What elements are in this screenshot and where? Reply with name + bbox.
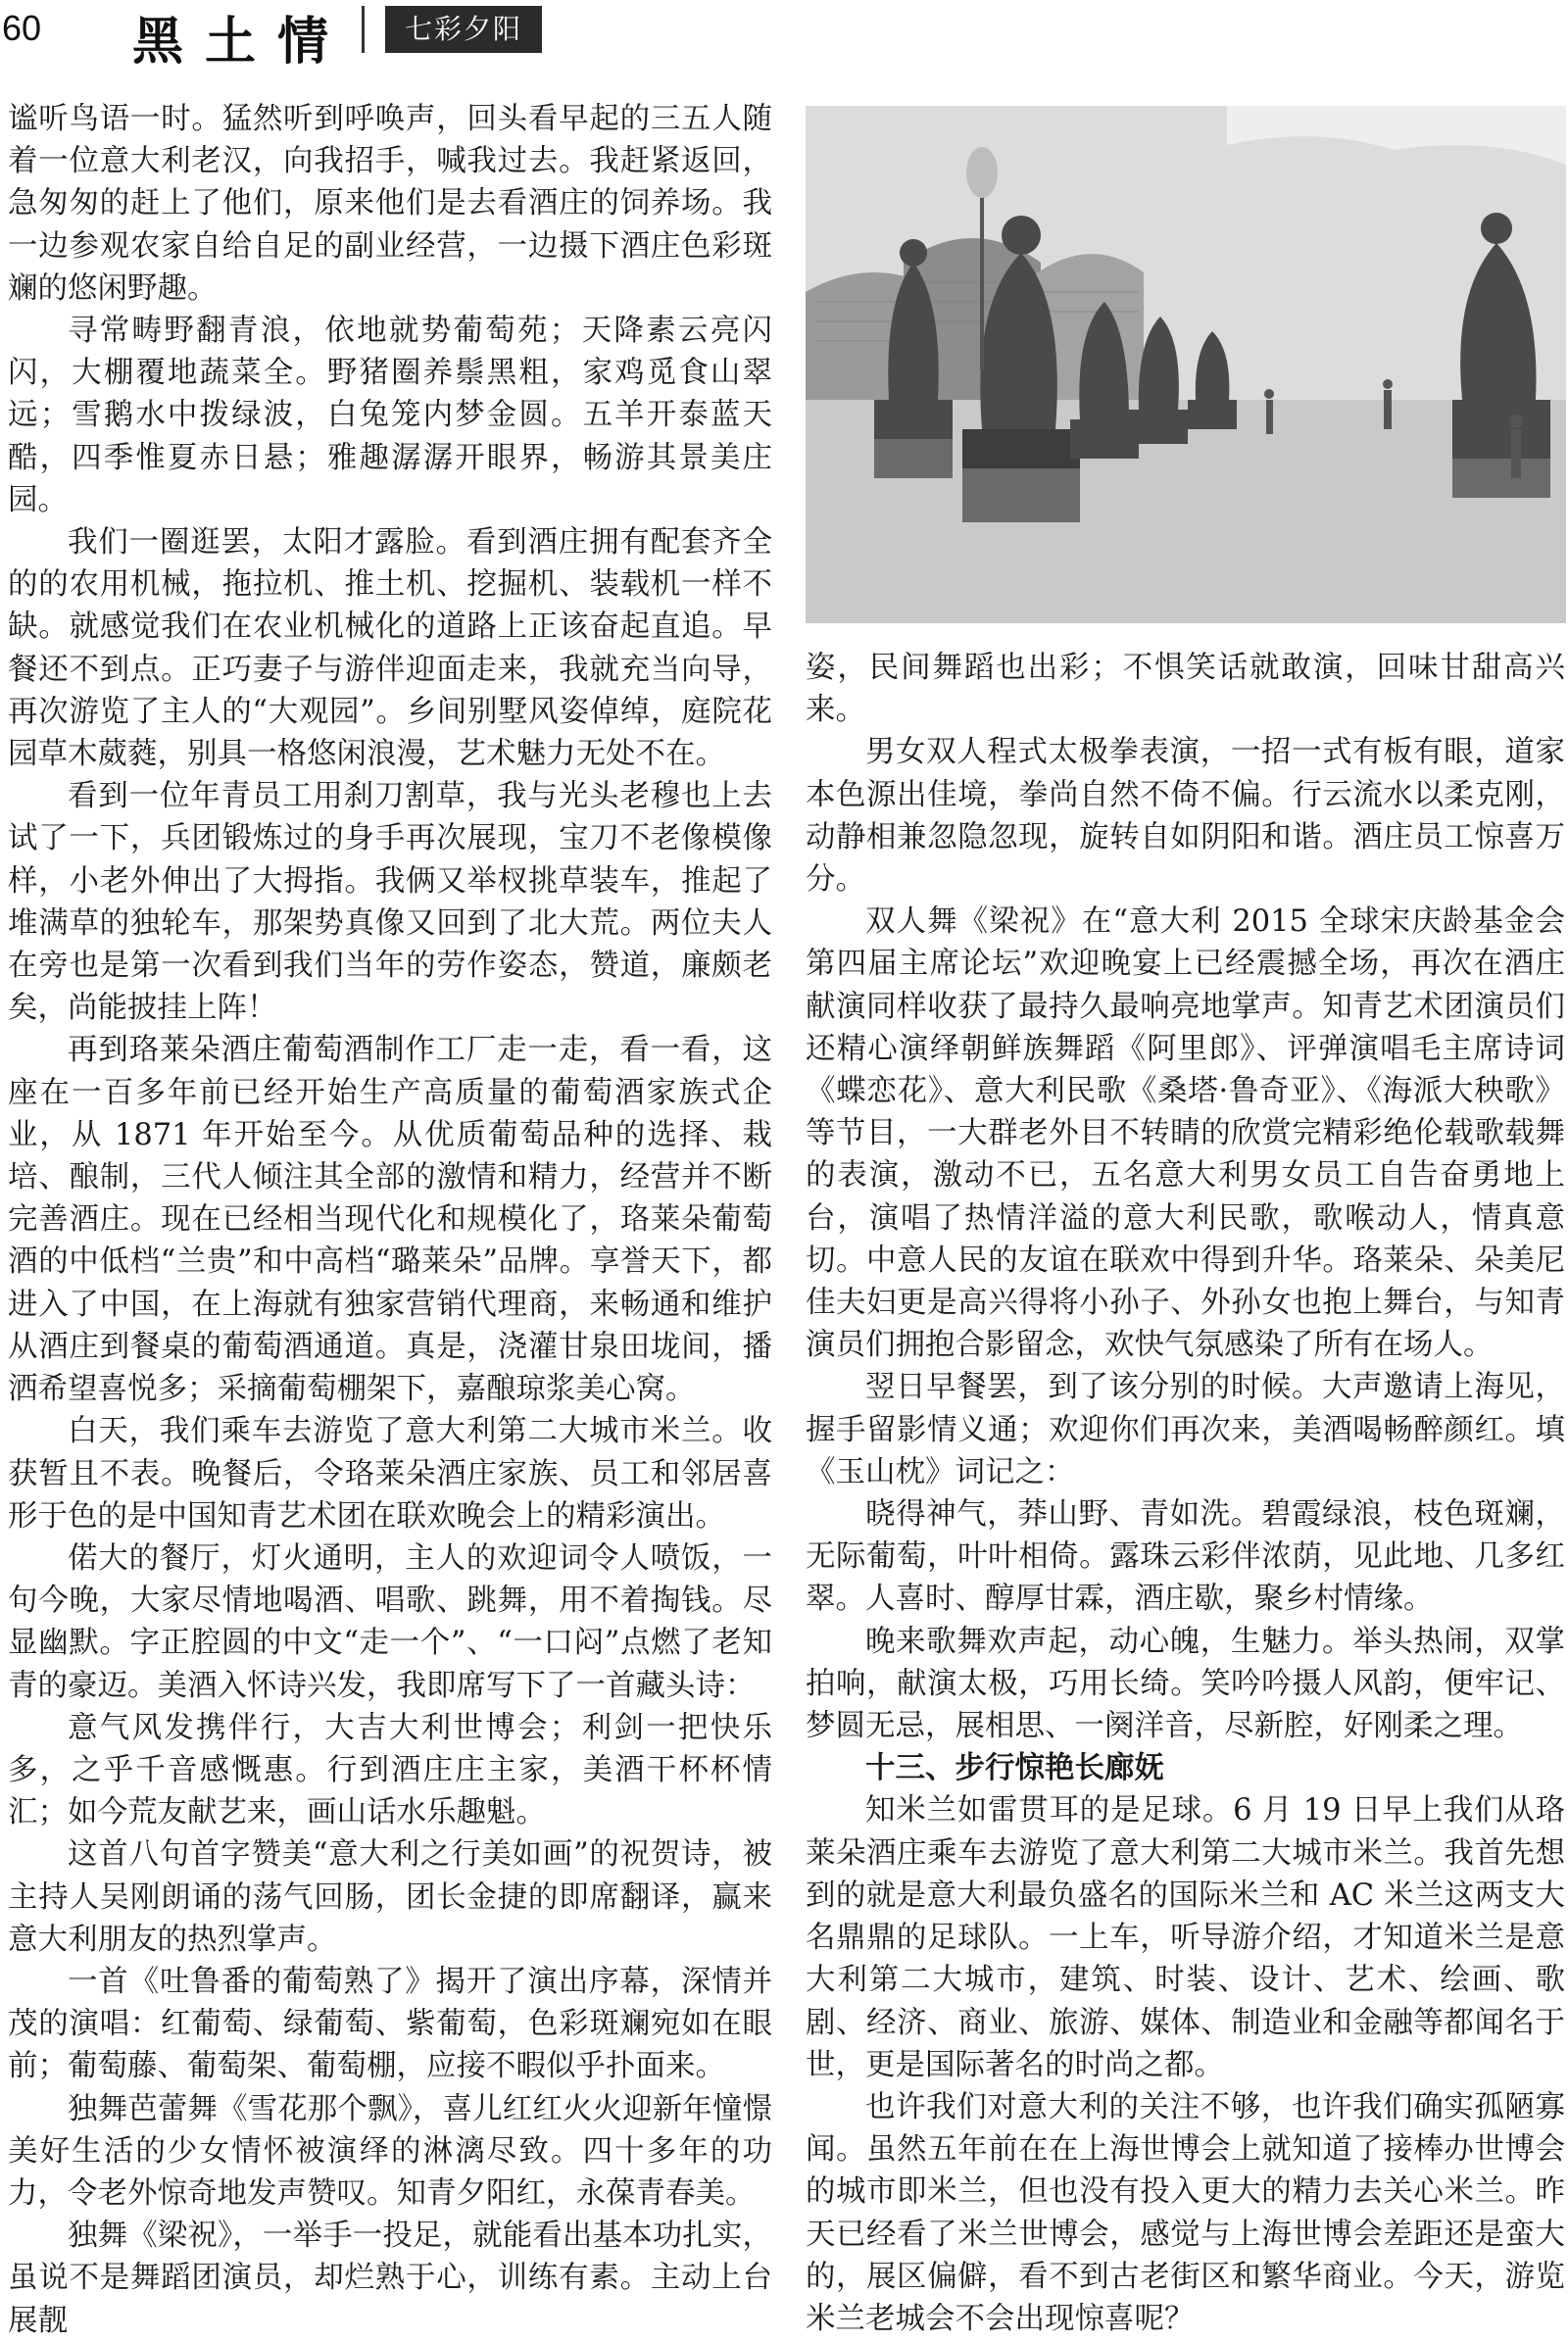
article-paragraph: 偌大的餐厅，灯火通明，主人的欢迎词令人喷饭，一句今晚，大家尽情地喝酒、唱歌、跳舞，用不着掏钱。尽显幽默。字正腔圆的中文“走一个”、“一口闷”点燃了老知青的豪迈。美酒入怀诗兴发，我即席写下了一首藏头诗： (8, 1540, 772, 1703)
section-tag: 七彩夕阳 (385, 6, 542, 53)
warrior-statues-photo (806, 106, 1566, 623)
left-column (8, 98, 772, 2342)
article-paragraph: 一首《吐鲁番的葡萄熟了》揭开了演出序幕，深情并茂的演唱：红葡萄、绿葡萄、紫葡萄，色彩斑斓宛如在眼前；葡萄藤、葡萄架、葡萄棚，应接不暇似乎扑面来。 (8, 1964, 772, 2084)
article-paragraph: 也许我们对意大利的关注不够，也许我们确实孤陋寡闻。虽然五年前在在上海世博会上就知道了接棒办世博会的城市即米兰，但也没有投入更大的精力去关心米兰。昨天已经看了米兰世博会，感觉与上海世博会差距还是蛮大的，展区偏僻，看不到古老街区和繁华商业。今天，游览米兰老城会不会出现惊喜呢？ (806, 2089, 1565, 2336)
article-paragraph: 翌日早餐罢，到了该分别的时候。大声邀请上海见，握手留影情义通；欢迎你们再次来，美酒喝畅醉颜红。填《玉山枕》词记之： (806, 1370, 1565, 1489)
article-paragraph: 姿，民间舞蹈也出彩；不惧笑话就敢演，回味甘甜高兴来。 (806, 651, 1565, 728)
article-paragraph: 晚来歌舞欢声起，动心魄，生魅力。举头热闹，双掌拍响，献演太极，巧用长绮。笑吟吟摄人风韵，便牢记、梦圆无忌，展相思、一阕洋音，尽新腔，好刚柔之理。 (806, 1624, 1565, 1744)
page-number: 60 (2, 8, 42, 48)
article-paragraph: 独舞芭蕾舞《雪花那个飘》，喜儿红红火火迎新年憧憬美好生活的少女情怀被演绎的淋漓尽致。四十多年的功力，令老外惊奇地发声赞叹。知青夕阳红，永葆青春美。 (8, 2091, 772, 2211)
sculpture-photo-icon (806, 106, 1566, 623)
article-paragraph: 看到一位年青员工用刹刀割草，我与光头老穆也上去试了一下，兵团锻炼过的身手再次展现，宝刀不老像模像样，小老外伸出了大拇指。我俩又举杈挑草装车，推起了堆满草的独轮车，那架势真像又回到了北大荒。两位夫人在旁也是第一次看到我们当年的劳作姿态，赞道，廉颇老矣，尚能披挂上阵！ (8, 779, 772, 1026)
section-heading: 十三、步行惊艳长廊妩 (865, 1750, 1164, 1786)
magazine-title: 黑土情 (132, 12, 351, 72)
article-paragraph: 我们一圈逛罢，太阳才露脸。看到酒庄拥有配套齐全的的农用机械，拖拉机、推土机、挖掘机、装载机一样不缺。就感觉我们在农业机械化的道路上正该奋起直追。早餐还不到点。正巧妻子与游伴迎面走来，我就充当向导，再次游览了主人的“大观园”。乡间别墅风姿倬绰，庭院花园草木葳蕤，别具一格悠闲浪漫，艺术魅力无处不在。 (8, 525, 772, 772)
article-paragraph: 这首八句首字赞美“意大利之行美如画”的祝贺诗，被主持人吴刚朗诵的荡气回肠，团长金捷的即席翻译，赢来意大利朋友的热烈掌声。 (8, 1837, 772, 1957)
article-paragraph: 晓得神气，莽山野、青如洗。碧霞绿浪，枝色斑斓，无际葡萄，叶叶相倚。露珠云彩伴浓荫，见此地、几多红翠。人喜时、醇厚甘霖，酒庄歇，聚乡村情缘。 (806, 1497, 1565, 1617)
article-paragraph: 白天，我们乘车去游览了意大利第二大城市米兰。收获暂且不表。晚餐后，令珞莱朵酒庄家族、员工和邻居喜形于色的是中国知青艺术团在联欢晚会上的精彩演出。 (8, 1414, 772, 1534)
article-paragraph: 独舞《梁祝》，一举手一投足，就能看出基本功扎实，虽说不是舞蹈团演员，却烂熟于心，训练有素。主动上台展靓 (8, 2219, 772, 2338)
header-divider (362, 6, 365, 53)
right-column (806, 647, 1565, 2340)
article-paragraph: 知米兰如雷贯耳的是足球。6 月 19 日早上我们从珞莱朵酒庄乘车去游览了意大利第二大城市米兰。我首先想到的就是意大利最负盛名的国际米兰和 AC 米兰这两支大名鼎鼎的足球队。一上车，听导游介绍，才知道米兰是意大利第二大城市，建筑、时装、设计、艺术、绘画、歌剧、经济、商业、旅游、媒体、制造业和金融等都闻名于世，更是国际著名的时尚之都。 (806, 1793, 1565, 2082)
page-header (0, 0, 1568, 71)
article-paragraph: 再到珞莱朵酒庄葡萄酒制作工厂走一走，看一看，这座在一百多年前已经开始生产高质量的葡萄酒家族式企业，从 1871 年开始至今。从优质葡萄品种的选择、栽培、酿制，三代人倾注其全部的激情和精力，经营并不断完善酒庄。现在已经相当现代化和规模化了，珞莱朵葡萄酒的中低档“兰贵”和中高档“璐莱朵”品牌。享誉天下，都进入了中国，在上海就有独家营销代理商，来畅通和维护从酒庄到餐桌的葡萄酒通道。真是，浇灌甘泉田垅间，播洒希望喜悦多；采摘葡萄棚架下，嘉酿琼浆美心窝。 (8, 1033, 772, 1407)
article-paragraph: 寻常畴野翻青浪，依地就势葡萄苑；天降素云亮闪闪，大棚覆地蔬菜全。野猪圈养鬃黑粗，家鸡觅食山翠远；雪鹅水中拨绿波，白兔笼内梦金圆。五羊开泰蓝天酷，四季惟夏赤日悬；雅趣潺潺开眼界，畅游其景美庄园。 (8, 314, 772, 517)
article-paragraph: 谧听鸟语一时。猛然听到呼唤声，回头看早起的三五人随着一位意大利老汉，向我招手，喊我过去。我赶紧返回，急匆匆的赶上了他们，原来他们是去看酒庄的饲养场。我一边参观农家自给自足的副业经营，一边摄下酒庄色彩斑斓的悠闲野趣。 (8, 102, 772, 306)
article-paragraph: 男女双人程式太极拳表演，一招一式有板有眼，道家本色源出佳境，拳尚自然不倚不偏。行云流水以柔克刚，动静相兼忽隐忽现，旋转自如阴阳和谐。酒庄员工惊喜万分。 (806, 735, 1565, 898)
article-paragraph: 意气风发携伴行，大吉大利世博会；利剑一把快乐多，之乎千音感慨惠。行到酒庄庄主家，美酒干杯杯情汇；如今荒友献艺来，画山话水乐趣魁。 (8, 1710, 772, 1830)
article-paragraph: 双人舞《梁祝》在“意大利 2015 全球宋庆龄基金会第四届主席论坛”欢迎晚宴上已经震撼全场，再次在酒庄献演同样收获了最持久最响亮地掌声。知青艺术团演员们还精心演绎朝鲜族舞蹈《阿里郎》、评弹演唱毛主席诗词《蝶恋花》、意大利民歌《桑塔·鲁奇亚》、《海派大秧歌》等节目，一大群老外目不转睛的欣赏完精彩绝伦载歌载舞的表演，激动不已，五名意大利男女员工自告奋勇地上台，演唱了热情洋溢的意大利民歌，歌喉动人，情真意切。中意人民的友谊在联欢中得到升华。珞莱朵、朵美尼佳夫妇更是高兴得将小孙子、外孙女也抱上舞台，与知青演员们拥抱合影留念，欢快气氛感染了所有在场人。 (806, 904, 1565, 1363)
